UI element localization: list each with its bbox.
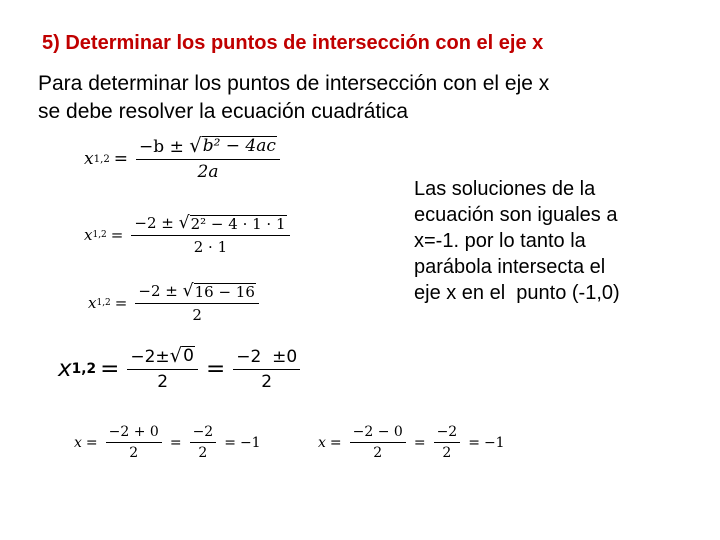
solution-plus-equation: x = $\frac{-2 + 0}{2}$ = $\frac{-2}{2}$ = −1 <box>74 424 261 461</box>
conclusion-line-4: parábola intersecta el <box>414 256 606 278</box>
intro-line-2: se debe resolver la ecuación cuadrática <box>38 100 409 123</box>
eq6-denominator-1: 2 <box>373 445 383 461</box>
slide-title: 5) Determinar los puntos de intersección con el eje x <box>42 32 544 54</box>
eq2-sqrt: √ 2² − 4 · 1 · 1 <box>178 213 286 233</box>
conclusion-line-3: x=-1. por lo tanto la <box>414 230 586 252</box>
eq1-sqrt-arg: b² − 4ac <box>202 136 276 156</box>
eq4-numerator-prefix: −2± <box>130 347 170 367</box>
simplified-equation: x 1,2 = −2 ± √ 16 − 16 2 <box>88 282 263 324</box>
substitution-equation: x 1,2 = −2 ± √ 2² − 4 · 1 · 1 2 · 1 <box>84 214 294 256</box>
eq2-subscript: 1,2 <box>92 229 107 240</box>
eq5-numerator-1: −2 + 0 <box>106 424 162 443</box>
intro-text <box>38 70 678 126</box>
eq6-denominator-2: 2 <box>442 445 452 461</box>
zero-root-equation: x 1,2 = −2± √ 0 2 = $\frac{-2 \pm 0}{2}$ <box>58 346 304 392</box>
eq4-sqrt: √ 0 <box>169 344 194 367</box>
eq2-denominator: 2 · 1 <box>193 237 228 256</box>
conclusion-line-5: eje x en el punto (-1,0) <box>414 282 620 304</box>
eq1-sqrt: √ b² − 4ac <box>189 134 276 157</box>
eq2-fraction <box>131 214 289 256</box>
eq3-numerator-prefix: −2 ± <box>138 282 183 300</box>
conclusion-line-1: Las soluciones de la <box>414 178 596 200</box>
eq5-fraction-1 <box>106 424 162 461</box>
eq6-numerator-1: −2 − 0 <box>350 424 406 443</box>
eq4-denominator-1: 2 <box>157 372 169 392</box>
eq3-sqrt: √ 16 − 16 <box>182 281 255 301</box>
eq4-sqrt-arg: 0 <box>183 346 194 366</box>
eq1-subscript: 1,2 <box>93 153 110 165</box>
eq4-fraction-1 <box>127 346 198 392</box>
quadratic-formula: x 1,2 = −b ± √ b² − 4ac 2a <box>84 136 284 182</box>
eq6-lhs: x <box>318 434 326 451</box>
eq1-fraction <box>136 136 280 182</box>
eq2-sqrt-arg: 2² − 4 · 1 · 1 <box>190 215 286 233</box>
conclusion-line-2: ecuación son iguales a <box>414 204 618 226</box>
eq1-denominator: 2a <box>197 162 219 182</box>
eq2-lhs: x <box>84 225 93 244</box>
eq5-result: −1 <box>239 434 261 451</box>
conclusion-text <box>414 176 704 306</box>
eq4-subscript: 1,2 <box>71 361 97 377</box>
eq3-subscript: 1,2 <box>96 297 111 308</box>
eq6-numerator-2: −2 <box>434 424 461 443</box>
eq5-numerator-2: −2 <box>190 424 217 443</box>
eq1-lhs: x <box>84 149 94 169</box>
eq5-fraction-2 <box>190 424 217 461</box>
eq3-sqrt-arg: 16 − 16 <box>194 283 255 301</box>
eq6-fraction-1 <box>350 424 406 461</box>
eq5-lhs: x <box>74 434 82 451</box>
eq4-fraction-2 <box>233 347 300 392</box>
eq6-result: −1 <box>483 434 505 451</box>
eq1-numerator-prefix: −b ± <box>139 137 190 157</box>
eq4-lhs: x <box>58 356 72 382</box>
solution-minus-equation: x = $\frac{-2 - 0}{2}$ = $\frac{-2}{2}$ = −1 <box>318 424 505 461</box>
eq4-numerator-2: −2 ±0 <box>233 347 300 370</box>
eq3-lhs: x <box>88 293 97 312</box>
eq3-fraction <box>135 282 259 324</box>
eq4-denominator-2: 2 <box>261 371 273 392</box>
intro-line-1: Para determinar los puntos de intersección con el eje x <box>38 72 550 95</box>
eq2-numerator-prefix: −2 ± <box>134 214 179 232</box>
eq5-denominator-2: 2 <box>198 445 208 461</box>
eq3-denominator: 2 <box>192 305 202 324</box>
eq6-fraction-2 <box>434 424 461 461</box>
eq5-denominator-1: 2 <box>129 445 139 461</box>
